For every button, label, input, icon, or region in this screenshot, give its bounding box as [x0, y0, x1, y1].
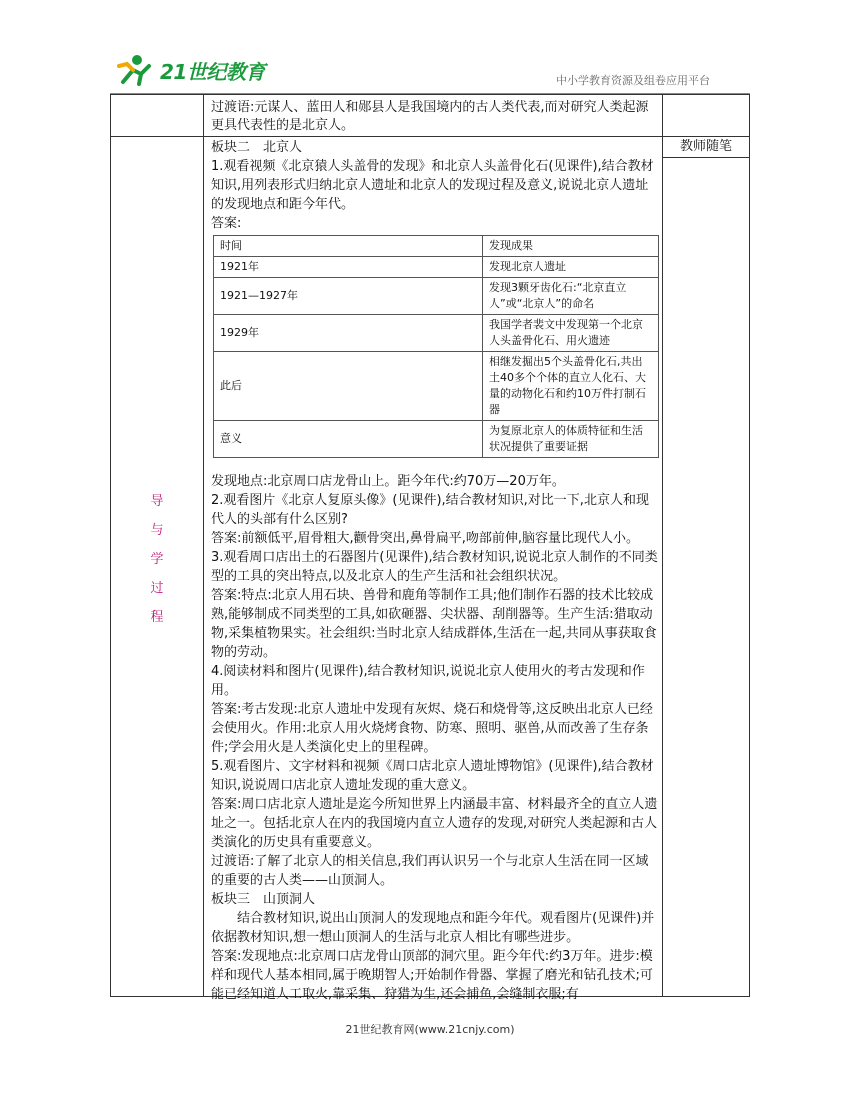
table-header-cell: 发现成果 [483, 236, 659, 257]
table-cell: 意义 [214, 421, 483, 458]
table-cell: 1921—1927年 [214, 278, 483, 315]
table-cell: 1929年 [214, 315, 483, 352]
transition-2: 过渡语:了解了北京人的相关信息,我们再认识另一个与北京人生活在同一区域的重要的古人类——山顶洞人。 [211, 854, 649, 888]
table-header-cell: 时间 [214, 236, 483, 257]
question-3: 3.观看周口店出土的石器图片(见课件),结合教材知识,说说北京人制作的不同类型的工具的突出特点,以及北京人的生产生活和社会组织状况。 [211, 550, 658, 584]
table-header-row [214, 236, 659, 257]
question-6: 结合教材知识,说出山顶洞人的发现地点和距今年代。观看图片(见课件)并依据教材知识,想一想山顶洞人的生活与北京人相比有哪些进步。 [211, 911, 655, 945]
question-2: 2.观看图片《北京人复原头像》(见课件),结合教材知识,对比一下,北京人和现代人的头部有什么区别? [211, 493, 649, 527]
table-cell: 发现北京人遗址 [483, 257, 659, 278]
question-4: 4.阅读材料和图片(见课件),结合教材知识,说说北京人使用火的考古发现和作用。 [211, 664, 645, 698]
table-row [214, 257, 659, 278]
teacher-notes-header: 教师随笔 [663, 137, 749, 158]
table-cell: 我国学者裴文中发现第一个北京人头盖骨化石、用火遗迹 [483, 315, 659, 352]
table-cell: 1921年 [214, 257, 483, 278]
table-cell: 发现3颗牙齿化石:“北京直立人”或“北京人”的命名 [483, 278, 659, 315]
main-content [211, 138, 659, 1004]
sidebar-label [111, 487, 203, 632]
answer-5: 答案:周口店北京人遗址是迄今所知世界上内涵最丰富、材料最齐全的直立人遗址之一。包括北京人在内的我国境内直立人遗存的发现,对研究人类起源和古人类演化的历史具有重要意义。 [211, 797, 658, 850]
answer-3: 答案:特点:北京人用石块、兽骨和鹿角等制作工具;他们制作石器的技术比较成熟,能够制成不同类型的工具,如砍砸器、尖状器、刮削器等。生产生活:猎取动物,采集植物果实。社会组织:当时北京人结成群体,生活在一起,共同从事获取食物的劳动。 [211, 588, 657, 660]
lesson-table [110, 94, 750, 1002]
column-divider-left [203, 95, 204, 996]
sidebar-char: 过 [150, 581, 164, 596]
table-row [214, 352, 659, 421]
block3-title: 板块三 山顶洞人 [211, 892, 316, 907]
platform-name: 中小学教育资源及组卷应用平台 [556, 74, 710, 87]
block2-title: 板块二 北京人 [211, 140, 303, 155]
answer-label: 答案: [211, 216, 242, 231]
sidebar-char: 导 [150, 494, 164, 509]
column-divider-right [662, 95, 663, 996]
answer-1: 发现地点:北京周口店龙骨山上。距今年代:约70万—20万年。 [211, 474, 565, 489]
transition-text: 过渡语:元谋人、蓝田人和郧县人是我国境内的古人类代表,而对研究人类起源更具代表性的是北京人。 [211, 100, 649, 133]
table-cell: 相继发掘出5个头盖骨化石,共出土40多个个体的直立人化石、大量的动物化石和约10万件打制石器 [483, 352, 659, 421]
page-footer: 21世纪教育网(www.21cnjy.com) [345, 1023, 515, 1036]
question-5: 5.观看图片、文字材料和视频《周口店北京人遗址博物馆》(见课件),结合教材知识,说说周口店北京人遗址发现的重大意义。 [211, 759, 654, 793]
table-cell: 为复原北京人的体质特征和生活状况提供了重要证据 [483, 421, 659, 458]
sidebar-char: 与 [150, 523, 164, 538]
sidebar-char: 程 [150, 610, 164, 625]
table-row [214, 278, 659, 315]
answer-2: 答案:前额低平,眉骨粗大,颧骨突出,鼻骨扁平,吻部前伸,脑容量比现代人小。 [211, 531, 640, 546]
table-cell: 此后 [214, 352, 483, 421]
table-row [214, 421, 659, 458]
logo-text: 21世纪教育 [160, 60, 265, 84]
table-row [214, 315, 659, 352]
answer-6: 答案:发现地点:北京周口店龙骨山顶部的洞穴里。距今年代:约3万年。进步:模样和现代人基本相同,属于晚期智人;开始制作骨器、掌握了磨光和钻孔技术;可能已经知道人工取火,靠采集、狩猎为生,还会捕鱼,会缝制衣服;有 [211, 949, 653, 1002]
question-1: 1.观看视频《北京猿人头盖骨的发现》和北京人头盖骨化石(见课件),结合教材知识,用列表形式归纳北京人遗址和北京人的发现过程及意义,说说北京人遗址的发现地点和距今年代。 [211, 159, 654, 212]
page-header [0, 0, 860, 95]
answer-4: 答案:考古发现:北京人遗址中发现有灰烬、烧石和烧骨等,这反映出北京人已经会使用火。作用:北京人用火烧烤食物、防寒、照明、驱兽,从而改善了生存条件;学会用火是人类演化史上的里程碑。 [211, 702, 653, 755]
discovery-table [213, 235, 659, 458]
sidebar-char: 学 [150, 552, 164, 567]
